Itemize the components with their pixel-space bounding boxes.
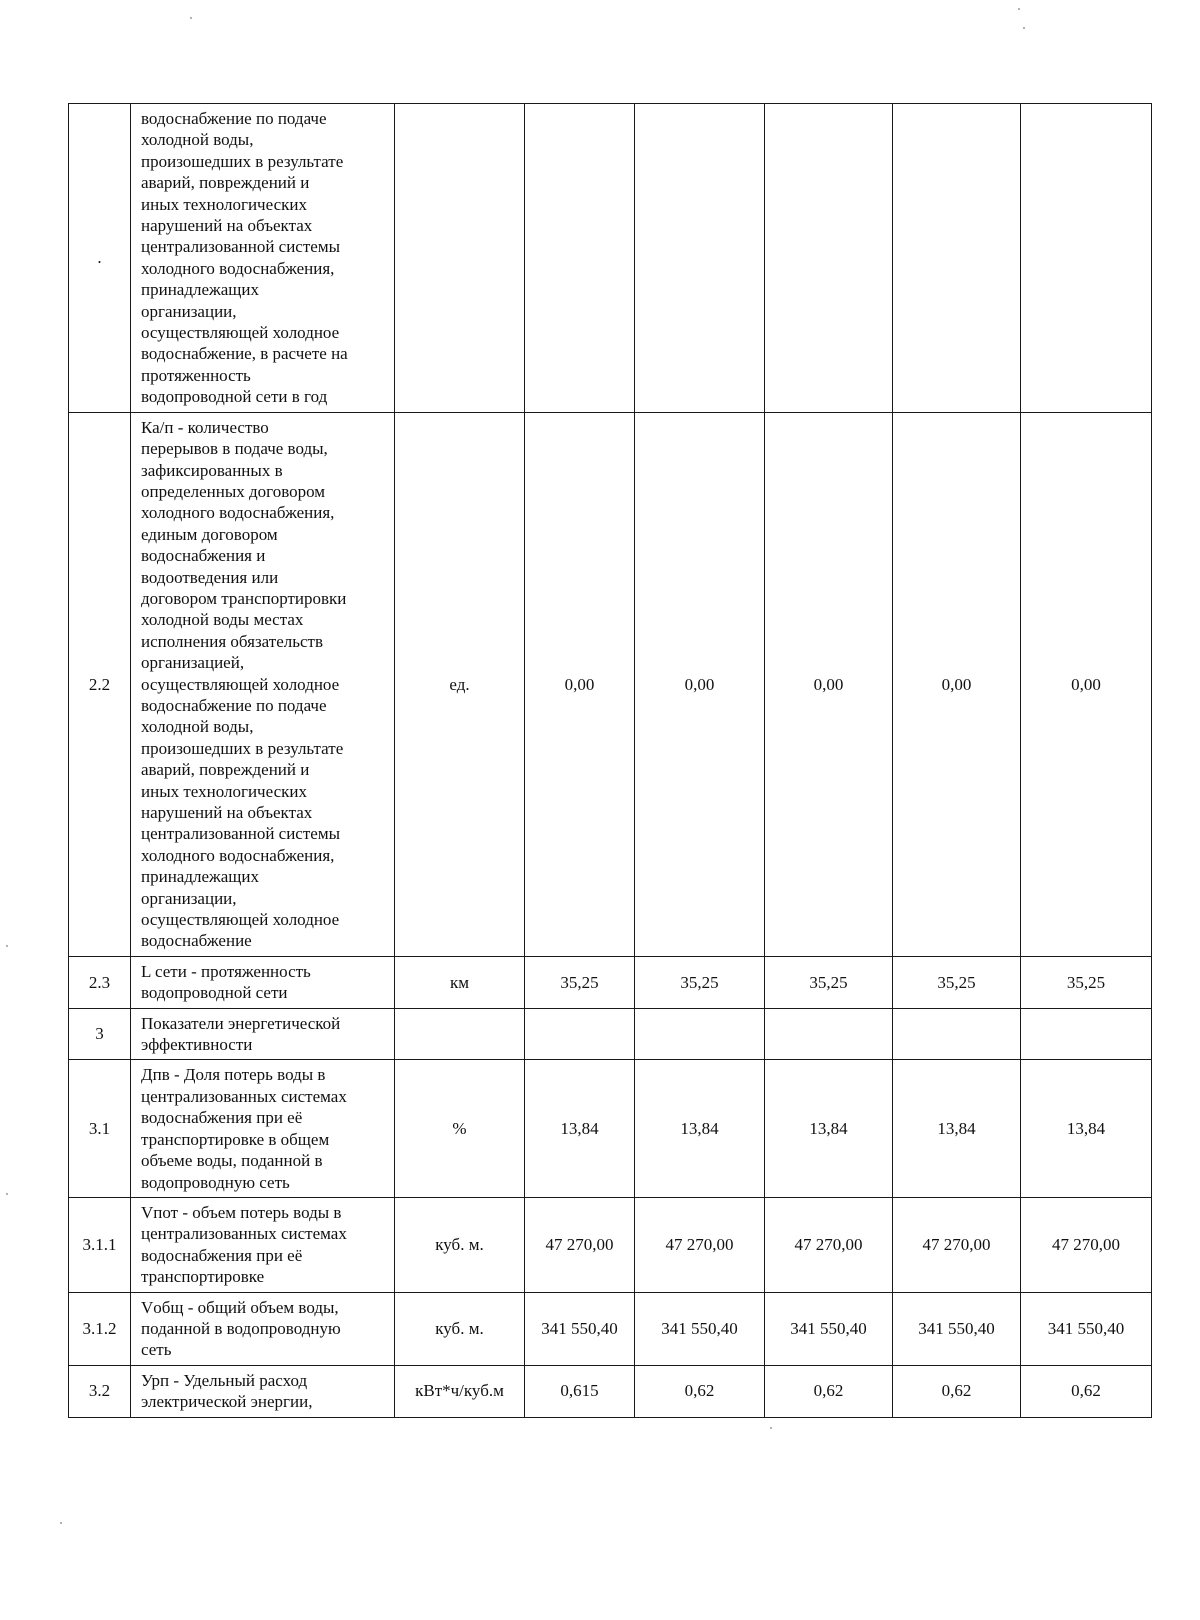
description-line: водоснабжение [141, 931, 252, 951]
table-row [69, 1365, 1152, 1417]
value-cell: 341 550,40 [1021, 1292, 1152, 1365]
row-number: 2.3 [69, 956, 131, 1008]
unit-cell [395, 1008, 525, 1060]
description-line: L сети - протяженность [141, 961, 311, 981]
description-line: водоснабжения и [141, 546, 266, 566]
value-cell: 35,25 [765, 956, 893, 1008]
value-cell [1021, 1008, 1152, 1060]
scan-speck [1023, 27, 1025, 29]
value-cell: 341 550,40 [635, 1292, 765, 1365]
value-cell [765, 1008, 893, 1060]
scan-speck [1018, 8, 1020, 10]
description-line: централизованной системы [141, 237, 341, 257]
value-cell: 13,84 [765, 1060, 893, 1197]
description-line: водопроводную сеть [141, 1172, 290, 1192]
row-number: 3.2 [69, 1365, 131, 1417]
row-number: 2.2 [69, 412, 131, 956]
description-line: иных технологических [141, 194, 307, 214]
value-cell [1021, 104, 1152, 413]
description-line: организации, [141, 301, 237, 321]
description-line: осуществляющей холодное [141, 674, 340, 694]
value-cell: 0,615 [525, 1365, 635, 1417]
description-line: нарушений на объектах [141, 803, 313, 822]
value-cell: 13,84 [1021, 1060, 1152, 1197]
unit-cell: ед. [395, 412, 525, 956]
value-cell: 0,62 [765, 1365, 893, 1417]
unit-cell: куб. м. [395, 1292, 525, 1365]
indicator-description [131, 1008, 395, 1060]
description-line: протяженность [141, 365, 251, 385]
description-line: принадлежащих [141, 867, 259, 887]
unit-cell [395, 104, 525, 413]
unit-cell: % [395, 1060, 525, 1197]
value-cell: 13,84 [525, 1060, 635, 1197]
indicator-description [131, 1365, 395, 1417]
description-line: осуществляющей холодное [141, 910, 340, 930]
value-cell [635, 104, 765, 413]
description-line: единым договором [141, 524, 278, 544]
value-cell: 35,25 [525, 956, 635, 1008]
description-line: произошедших в результате [141, 151, 344, 171]
description-line: поданной в водопроводную [141, 1318, 341, 1338]
table-row [69, 956, 1152, 1008]
description-line: Дпв - Доля потерь воды в [141, 1065, 326, 1085]
value-cell: 0,62 [635, 1365, 765, 1417]
description-line: принадлежащих [141, 280, 259, 300]
description-line: холодного водоснабжения, [141, 845, 335, 865]
description-line: Урп - Удельный расход [141, 1370, 308, 1390]
table-body [69, 104, 1152, 1418]
value-cell: 47 270,00 [765, 1197, 893, 1292]
value-cell [765, 104, 893, 413]
description-line: холодного водоснабжения, [141, 258, 335, 278]
description-line: зафиксированных в [141, 460, 283, 480]
scan-speck [190, 17, 192, 19]
description-line: организацией, [141, 653, 245, 673]
description-line: Ка/п - количество [141, 417, 269, 437]
description-line: водоснабжения при её [141, 1108, 303, 1128]
description-line: аварий, повреждений и [141, 173, 310, 193]
description-line: централизованных системах [141, 1086, 347, 1106]
description-line: объеме воды, поданной в [141, 1151, 323, 1171]
description-line: эффективности [141, 1035, 253, 1055]
value-cell: 47 270,00 [893, 1197, 1021, 1292]
value-cell: 0,62 [893, 1365, 1021, 1417]
table-row [69, 1197, 1152, 1292]
scan-speck [6, 1193, 8, 1195]
row-number: 3.1 [69, 1060, 131, 1197]
value-cell: 341 550,40 [765, 1292, 893, 1365]
value-cell: 35,25 [1021, 956, 1152, 1008]
indicator-description [131, 1197, 395, 1292]
value-cell: 0,00 [765, 412, 893, 956]
value-cell [525, 1008, 635, 1060]
value-cell [893, 1008, 1021, 1060]
description-line: определенных договором [141, 481, 326, 501]
value-cell: 47 270,00 [1021, 1197, 1152, 1292]
description-line: транспортировке в общем [141, 1129, 330, 1149]
value-cell: 0,00 [525, 412, 635, 956]
description-line: транспортировке [141, 1267, 265, 1287]
description-line: исполнения обязательств [141, 631, 323, 651]
description-line: договором транспортировки [141, 588, 347, 608]
scan-speck [60, 1522, 62, 1524]
table-row [69, 1060, 1152, 1197]
description-line: электрической энергии, [141, 1392, 313, 1412]
description-line: водоснабжения при её [141, 1245, 303, 1265]
value-cell [635, 1008, 765, 1060]
table-row [69, 1292, 1152, 1365]
value-cell: 13,84 [635, 1060, 765, 1197]
table-row [69, 1008, 1152, 1060]
description-line: водопроводной сети [141, 983, 288, 1003]
unit-cell: куб. м. [395, 1197, 525, 1292]
value-cell: 341 550,40 [893, 1292, 1021, 1365]
description-line: осуществляющей холодное [141, 323, 340, 343]
value-cell: 47 270,00 [525, 1197, 635, 1292]
row-number: 3.1.2 [69, 1292, 131, 1365]
value-cell: 0,00 [635, 412, 765, 956]
scan-speck [6, 945, 8, 947]
value-cell [525, 104, 635, 413]
description-line: водопроводной сети в год [141, 387, 328, 407]
value-cell: 0,62 [1021, 1365, 1152, 1417]
unit-cell: кВт*ч/куб.м [395, 1365, 525, 1417]
description-line: водоотведения или [141, 567, 279, 587]
value-cell [893, 104, 1021, 413]
value-cell: 35,25 [893, 956, 1021, 1008]
row-number: . [69, 104, 131, 413]
value-cell: 0,00 [893, 412, 1021, 956]
description-line: произошедших в результате [141, 738, 344, 758]
description-line: водоснабжение по подаче [141, 695, 327, 715]
indicator-description [131, 1292, 395, 1365]
scan-speck [770, 1427, 772, 1429]
unit-cell: км [395, 956, 525, 1008]
value-cell: 0,00 [1021, 412, 1152, 956]
row-number: 3 [69, 1008, 131, 1060]
description-line: централизованных системах [141, 1224, 347, 1244]
row-number: 3.1.1 [69, 1197, 131, 1292]
description-line: Vпот - объем потерь воды в [141, 1202, 342, 1222]
description-line: централизованной системы [141, 824, 341, 844]
indicators-table [68, 103, 1152, 1418]
description-line: сеть [141, 1340, 172, 1360]
value-cell: 35,25 [635, 956, 765, 1008]
description-line: водоснабжение, в расчете на [141, 344, 348, 364]
indicator-description [131, 104, 395, 413]
description-line: холодной воды местах [141, 610, 304, 630]
value-cell: 13,84 [893, 1060, 1021, 1197]
indicator-description [131, 1060, 395, 1197]
description-line: иных технологических [141, 781, 307, 801]
description-line: холодной воды, [141, 130, 254, 150]
description-line: нарушений на объектах [141, 216, 313, 236]
description-line: Vобщ - общий объем воды, [141, 1297, 339, 1317]
description-line: холодной воды, [141, 717, 254, 737]
description-line: организации, [141, 888, 237, 908]
description-line: аварий, повреждений и [141, 760, 310, 780]
table-row [69, 104, 1152, 413]
table-row [69, 412, 1152, 956]
indicator-description [131, 956, 395, 1008]
value-cell: 341 550,40 [525, 1292, 635, 1365]
description-line: перерывов в подаче воды, [141, 439, 328, 459]
description-line: Показатели энергетической [141, 1013, 341, 1033]
description-line: водоснабжение по подаче [141, 109, 327, 128]
description-line: холодного водоснабжения, [141, 503, 335, 523]
value-cell: 47 270,00 [635, 1197, 765, 1292]
indicator-description [131, 412, 395, 956]
